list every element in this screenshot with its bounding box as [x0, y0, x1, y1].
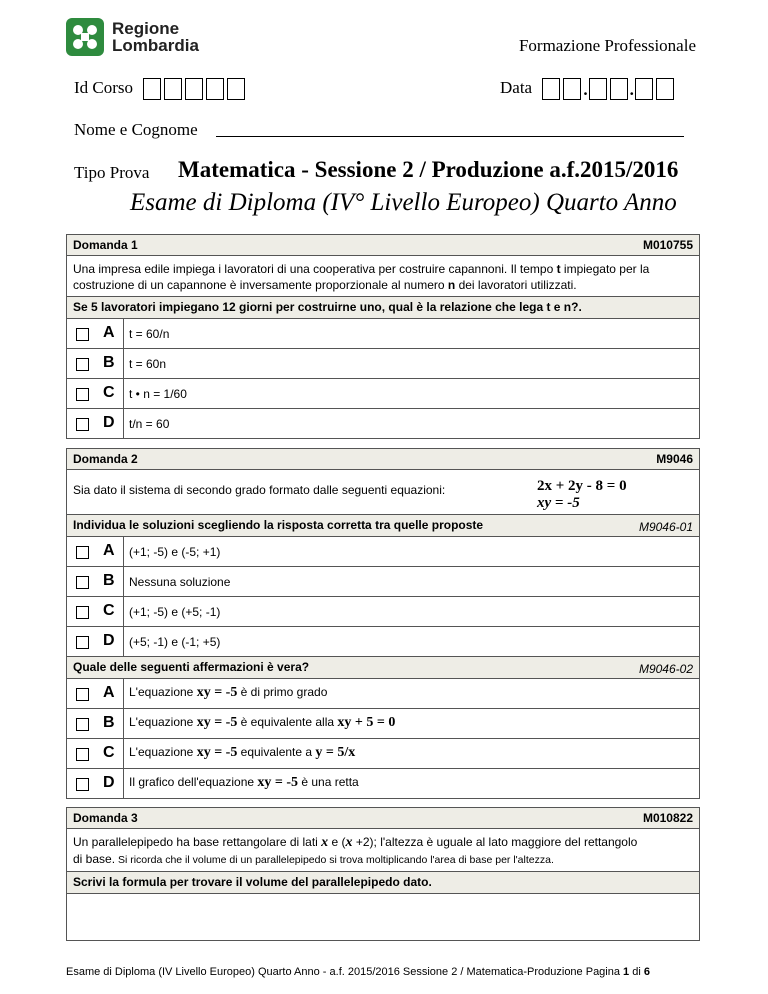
regione-lombardia-logo — [66, 18, 206, 58]
nome-cognome-label: Nome e Cognome — [74, 120, 198, 139]
domanda-2-intro: Sia dato il sistema di secondo grado formato dalle seguenti equazioni: 2x + 2y - 8 = 0 xy = -5 — [73, 478, 627, 511]
q2-sub2-question: Quale delle seguenti affermazioni è vera? M9046-02 — [67, 657, 699, 679]
exam-subtitle: Esame di Diploma (IV° Livello Europeo) Quarto Anno — [130, 189, 677, 216]
domanda-1-text: Una impresa edile impiega i lavoratori di una cooperativa per costruire capannoni. Il tempo t impiegato per la costruzione di un capannone è inversamente proporzionale al numero n dei lavoratori utilizzati. — [67, 256, 699, 297]
checkbox-icon[interactable] — [76, 606, 89, 619]
id-corso-label: Id Corso — [74, 78, 134, 97]
id-corso-row — [74, 78, 248, 100]
domanda-3-code: M010822 — [642, 811, 693, 825]
logo-mark-icon — [66, 18, 104, 56]
q2-sub2-option-a[interactable]: A L'equazione xy = -5 è di primo grado — [67, 679, 699, 709]
domanda-3-table — [66, 807, 700, 941]
domanda-1-label: Domanda 1 — [73, 238, 138, 252]
domanda-1-table — [66, 234, 700, 439]
data-label: Data — [500, 78, 533, 97]
footer-page: 1 — [623, 966, 630, 978]
domanda-1-question: Se 5 lavoratori impiegano 12 giorni per costruirne uno, qual è la relazione che lega t e n?. — [67, 297, 699, 319]
checkbox-icon[interactable] — [76, 778, 89, 791]
q2-sub1-question: Individua le soluzioni scegliendo la risposta corretta tra quelle proposte M9046-01 — [67, 514, 699, 537]
q2-sub1-option-c[interactable]: C (+1; -5) e (+5; -1) — [67, 597, 699, 627]
q1-option-a[interactable]: A t = 60/n — [67, 319, 699, 349]
domanda-1-code: M010755 — [642, 238, 693, 252]
q2-sub2-option-b[interactable]: B L'equazione xy = -5 è equivalente alla xy + 5 = 0 — [67, 709, 699, 739]
domanda-3-header — [67, 808, 699, 829]
checkbox-icon[interactable] — [76, 636, 89, 649]
checkbox-icon[interactable] — [76, 328, 89, 341]
tipo-prova-label: Tipo Prova — [74, 163, 150, 182]
nome-cognome-field[interactable] — [216, 136, 684, 137]
q2-sub2-option-c[interactable]: C L'equazione xy = -5 equivalente a y = 5/x — [67, 739, 699, 769]
q2-sub1-option-a[interactable]: A (+1; -5) e (-5; +1) — [67, 537, 699, 567]
checkbox-icon[interactable] — [76, 418, 89, 431]
checkbox-icon[interactable] — [76, 546, 89, 559]
footer-total: 6 — [643, 966, 650, 978]
domanda-3-text: Un parallelepipedo ha base rettangolare di lati x e (x +2); l'altezza è uguale al lato maggiore del rettangolo di base. Si ricorda che il volume di un parallelepipedo si trova moltiplicando l'area di base per l'altezza. — [67, 829, 699, 872]
checkbox-icon[interactable] — [76, 388, 89, 401]
domanda-2-header — [67, 449, 699, 470]
checkbox-icon[interactable] — [76, 688, 89, 701]
domanda-2-code: M9046 — [656, 452, 693, 466]
domanda-3-question: Scrivi la formula per trovare il volume del parallelepipedo dato. — [67, 872, 699, 894]
domanda-3-label: Domanda 3 — [73, 811, 138, 825]
data-boxes[interactable]: . . — [542, 78, 677, 100]
page-footer: Esame di Diploma (IV Livello Europeo) Quarto Anno - a.f. 2015/2016 Sessione 2 / Matematica-Produzione Pagina 1 di 6 — [66, 966, 650, 978]
logo-line2: Lombardia — [112, 36, 199, 55]
domanda-1-header — [67, 235, 699, 256]
equation-1: 2x + 2y - 8 = 0 — [537, 478, 627, 494]
logo-line1: Regione — [112, 19, 180, 38]
q1-option-c[interactable]: C t • n = 1/60 — [67, 379, 699, 409]
equation-2: xy = -5 — [537, 495, 580, 511]
data-row — [500, 78, 677, 100]
q2-sub1-option-d[interactable]: D (+5; -1) e (-1; +5) — [67, 627, 699, 657]
checkbox-icon[interactable] — [76, 358, 89, 371]
checkbox-icon[interactable] — [76, 748, 89, 761]
q1-option-d[interactable]: D t/n = 60 — [67, 409, 699, 438]
domanda-2-table — [66, 448, 700, 799]
domanda-3-answer-field[interactable] — [67, 894, 699, 940]
formazione-label: Formazione Professionale — [518, 36, 696, 55]
q2-sub1-option-b[interactable]: B Nessuna soluzione — [67, 567, 699, 597]
checkbox-icon[interactable] — [76, 718, 89, 731]
logo-text — [112, 20, 199, 54]
domanda-2-label: Domanda 2 — [73, 452, 138, 466]
checkbox-icon[interactable] — [76, 576, 89, 589]
q2-sub2-option-d[interactable]: D Il grafico dell'equazione xy = -5 è una retta — [67, 769, 699, 798]
id-corso-boxes[interactable] — [143, 78, 248, 100]
q1-option-b[interactable]: B t = 60n — [67, 349, 699, 379]
exam-title: Matematica - Sessione 2 / Produzione a.f.2015/2016 — [178, 157, 679, 182]
